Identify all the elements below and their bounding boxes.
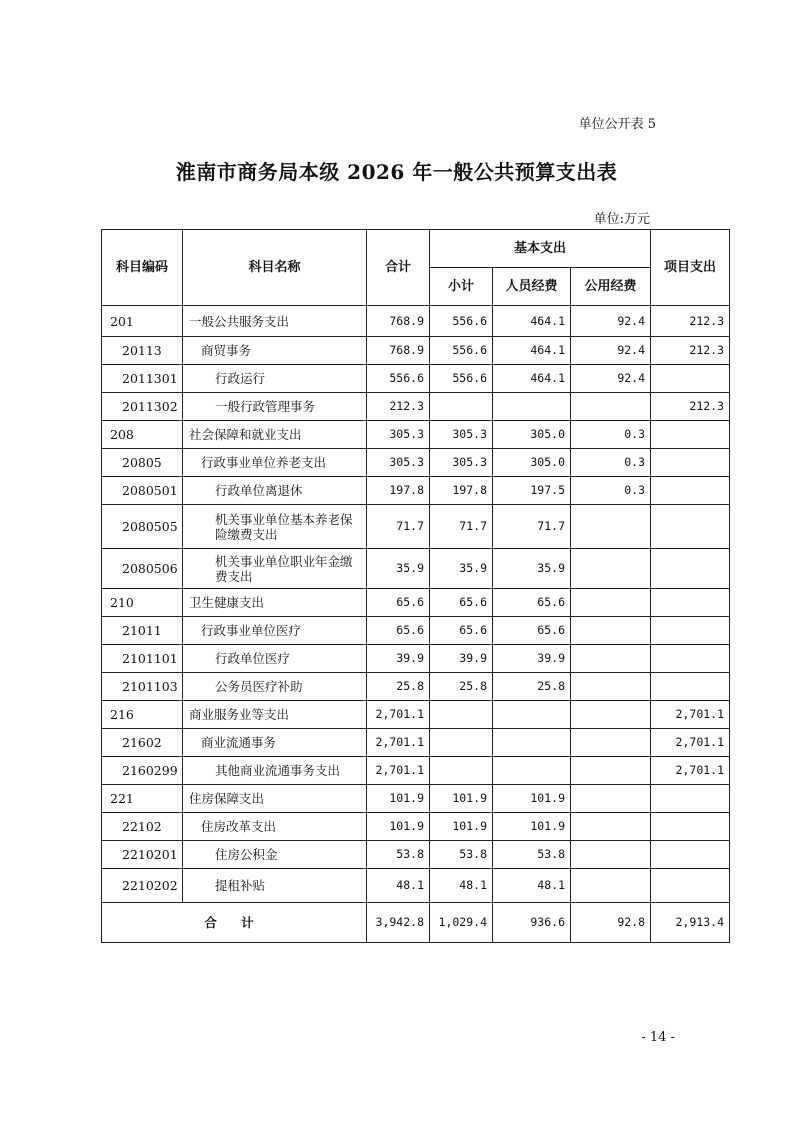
row-code: 216: [102, 701, 183, 729]
row-public: 0.3: [571, 421, 651, 449]
total-label: 合 计: [102, 903, 367, 943]
row-total: 556.6: [367, 365, 430, 393]
total-cell-personnel: 936.6: [493, 903, 571, 943]
row-total: 25.8: [367, 673, 430, 701]
table-row: [102, 589, 730, 617]
row-personnel: 53.8: [493, 841, 571, 869]
page-number: - 14 -: [641, 1030, 675, 1045]
row-personnel: [493, 701, 571, 729]
row-subtotal: [430, 729, 493, 757]
row-public: 92.4: [571, 337, 651, 365]
row-subtotal: 101.9: [430, 813, 493, 841]
row-total: 768.9: [367, 306, 430, 337]
row-name: 商业流通事务: [183, 729, 367, 757]
table-row: [102, 306, 730, 337]
row-name: 卫生健康支出: [183, 589, 367, 617]
row-code: 2080501: [102, 477, 183, 505]
row-total: 39.9: [367, 645, 430, 673]
row-public: [571, 645, 651, 673]
row-total: 48.1: [367, 869, 430, 903]
row-name: 商贸事务: [183, 337, 367, 365]
table-row: [102, 729, 730, 757]
row-name: 一般公共服务支出: [183, 306, 367, 337]
row-personnel: 197.5: [493, 477, 571, 505]
row-personnel: 35.9: [493, 549, 571, 589]
row-project: [651, 421, 730, 449]
row-public: 0.3: [571, 477, 651, 505]
row-public: [571, 841, 651, 869]
table-row: [102, 757, 730, 785]
row-total: 212.3: [367, 393, 430, 421]
total-cell-project: 2,913.4: [651, 903, 730, 943]
table-row: [102, 701, 730, 729]
table-row: [102, 673, 730, 701]
row-name: 其他商业流通事务支出: [183, 757, 367, 785]
row-name: 行政单位离退休: [183, 477, 367, 505]
row-total: 101.9: [367, 813, 430, 841]
row-personnel: 65.6: [493, 589, 571, 617]
row-name: 行政事业单位养老支出: [183, 449, 367, 477]
row-name: 行政单位医疗: [183, 645, 367, 673]
page-title: 淮南市商务局本级 2026 年一般公共预算支出表: [175, 160, 618, 184]
row-public: 92.4: [571, 365, 651, 393]
row-project: [651, 673, 730, 701]
row-public: [571, 813, 651, 841]
row-code: 20805: [102, 449, 183, 477]
row-personnel: 101.9: [493, 813, 571, 841]
row-subtotal: 53.8: [430, 841, 493, 869]
row-name: 行政运行: [183, 365, 367, 393]
row-name: 社会保障和就业支出: [183, 421, 367, 449]
row-project: 2,701.1: [651, 729, 730, 757]
table-row: [102, 393, 730, 421]
header-subtotal: 小计: [430, 268, 493, 306]
table-row: [102, 549, 730, 589]
row-public: 92.4: [571, 306, 651, 337]
table-row: [102, 477, 730, 505]
row-project: 2,701.1: [651, 757, 730, 785]
row-subtotal: 35.9: [430, 549, 493, 589]
total-cell-subtotal: 1,029.4: [430, 903, 493, 943]
row-project: 212.3: [651, 337, 730, 365]
row-name: 机关事业单位职业年金缴费支出: [183, 549, 367, 589]
row-total: 101.9: [367, 785, 430, 813]
row-personnel: 464.1: [493, 337, 571, 365]
table-row: [102, 505, 730, 549]
total-row: [102, 903, 730, 943]
table-row: [102, 813, 730, 841]
header-project: 项目支出: [651, 230, 730, 306]
row-code: 2210202: [102, 869, 183, 903]
row-personnel: 101.9: [493, 785, 571, 813]
row-public: [571, 757, 651, 785]
row-code: 221: [102, 785, 183, 813]
row-code: 2101103: [102, 673, 183, 701]
table-row: [102, 785, 730, 813]
row-name: 行政事业单位医疗: [183, 617, 367, 645]
row-total: 2,701.1: [367, 701, 430, 729]
row-project: 2,701.1: [651, 701, 730, 729]
row-project: [651, 549, 730, 589]
row-subtotal: 556.6: [430, 306, 493, 337]
row-code: 21011: [102, 617, 183, 645]
row-total: 65.6: [367, 617, 430, 645]
row-personnel: 71.7: [493, 505, 571, 549]
row-personnel: 48.1: [493, 869, 571, 903]
row-name: 机关事业单位基本养老保险缴费支出: [183, 505, 367, 549]
row-subtotal: 71.7: [430, 505, 493, 549]
row-total: 35.9: [367, 549, 430, 589]
row-subtotal: 65.6: [430, 589, 493, 617]
row-code: 2080505: [102, 505, 183, 549]
row-total: 53.8: [367, 841, 430, 869]
row-code: 2101101: [102, 645, 183, 673]
row-project: [651, 813, 730, 841]
row-total: 768.9: [367, 337, 430, 365]
row-code: 22102: [102, 813, 183, 841]
table-row: [102, 617, 730, 645]
row-personnel: [493, 393, 571, 421]
row-subtotal: 305.3: [430, 421, 493, 449]
header-public: 公用经费: [571, 268, 651, 306]
header-total: 合计: [367, 230, 430, 306]
row-project: [651, 785, 730, 813]
row-subtotal: 305.3: [430, 449, 493, 477]
row-subtotal: 25.8: [430, 673, 493, 701]
row-personnel: [493, 729, 571, 757]
row-public: [571, 393, 651, 421]
table-row: [102, 421, 730, 449]
row-name: 住房公积金: [183, 841, 367, 869]
table-body: [102, 306, 730, 903]
row-total: 2,701.1: [367, 729, 430, 757]
row-code: 208: [102, 421, 183, 449]
row-name: 提租补贴: [183, 869, 367, 903]
row-code: 2210201: [102, 841, 183, 869]
row-subtotal: 39.9: [430, 645, 493, 673]
row-name: 商业服务业等支出: [183, 701, 367, 729]
row-subtotal: 101.9: [430, 785, 493, 813]
row-personnel: 305.0: [493, 449, 571, 477]
row-total: 2,701.1: [367, 757, 430, 785]
row-public: [571, 549, 651, 589]
header-name: 科目名称: [183, 230, 367, 306]
row-code: 2080506: [102, 549, 183, 589]
table-row: [102, 869, 730, 903]
row-subtotal: 197.8: [430, 477, 493, 505]
row-total: 305.3: [367, 421, 430, 449]
row-code: 2011302: [102, 393, 183, 421]
row-public: [571, 505, 651, 549]
row-name: 住房改革支出: [183, 813, 367, 841]
row-public: [571, 701, 651, 729]
header-code: 科目编码: [102, 230, 183, 306]
row-project: [651, 869, 730, 903]
row-personnel: 464.1: [493, 365, 571, 393]
header-basic: 基本支出: [430, 230, 651, 268]
form-number: 单位公开表 5: [578, 117, 656, 132]
row-subtotal: [430, 701, 493, 729]
row-project: [651, 477, 730, 505]
unit-label: 单位:万元: [593, 212, 650, 227]
row-project: [651, 505, 730, 549]
row-public: [571, 729, 651, 757]
total-cell-total: 3,942.8: [367, 903, 430, 943]
row-total: 71.7: [367, 505, 430, 549]
row-project: [651, 449, 730, 477]
row-project: [651, 617, 730, 645]
row-name: 住房保障支出: [183, 785, 367, 813]
row-public: [571, 673, 651, 701]
row-code: 20113: [102, 337, 183, 365]
row-project: 212.3: [651, 393, 730, 421]
row-code: 210: [102, 589, 183, 617]
row-code: 201: [102, 306, 183, 337]
row-personnel: 25.8: [493, 673, 571, 701]
table-row: [102, 841, 730, 869]
total-cell-public: 92.8: [571, 903, 651, 943]
row-subtotal: [430, 393, 493, 421]
row-subtotal: 65.6: [430, 617, 493, 645]
row-public: [571, 785, 651, 813]
row-public: [571, 869, 651, 903]
table-row: [102, 449, 730, 477]
header-personnel: 人员经费: [493, 268, 571, 306]
row-project: [651, 589, 730, 617]
row-subtotal: 556.6: [430, 365, 493, 393]
row-total: 197.8: [367, 477, 430, 505]
table-row: [102, 365, 730, 393]
row-name: 一般行政管理事务: [183, 393, 367, 421]
row-project: 212.3: [651, 306, 730, 337]
row-name: 公务员医疗补助: [183, 673, 367, 701]
row-total: 305.3: [367, 449, 430, 477]
row-project: [651, 841, 730, 869]
row-subtotal: 48.1: [430, 869, 493, 903]
table-row: [102, 337, 730, 365]
row-personnel: 305.0: [493, 421, 571, 449]
row-project: [651, 365, 730, 393]
row-total: 65.6: [367, 589, 430, 617]
row-public: [571, 617, 651, 645]
row-public: [571, 589, 651, 617]
row-code: 2011301: [102, 365, 183, 393]
row-public: 0.3: [571, 449, 651, 477]
row-code: 21602: [102, 729, 183, 757]
row-personnel: 464.1: [493, 306, 571, 337]
row-personnel: 39.9: [493, 645, 571, 673]
row-project: [651, 645, 730, 673]
row-code: 2160299: [102, 757, 183, 785]
budget-table: [101, 229, 730, 943]
row-personnel: 65.6: [493, 617, 571, 645]
row-subtotal: [430, 757, 493, 785]
row-subtotal: 556.6: [430, 337, 493, 365]
row-personnel: [493, 757, 571, 785]
table-row: [102, 645, 730, 673]
